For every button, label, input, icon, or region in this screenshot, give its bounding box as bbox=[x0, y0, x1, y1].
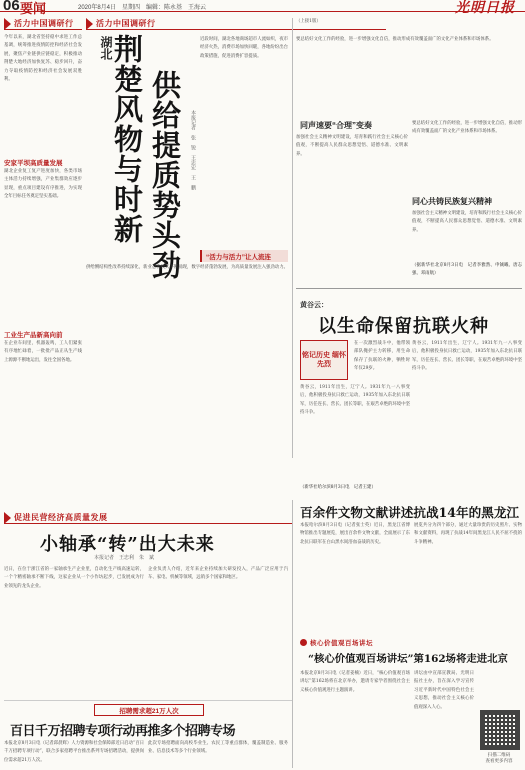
continued-label: （上接1版） bbox=[296, 19, 321, 24]
top-right-subhead-1: 同声速要“合理”变奏 bbox=[300, 121, 372, 130]
banner-label: 活力中国调研行 bbox=[14, 19, 74, 28]
archives-para1: 本报哈尔滨8月3日电（记者张士英）近日，黑龙江省博物馆推出专题展览，展出百余件文物文献，全面展示了东北抗日联军在白山黑水间浴血奋战的历史。 bbox=[300, 523, 410, 545]
banner-vitality-china bbox=[4, 18, 82, 30]
top-right-para4: 加强社会主义精神文明建设，培育和践行社会主义核心价值观，不断提高人民群众思想觉悟、道德水准、文明素养。 bbox=[412, 211, 522, 233]
jobs-label: 招聘需求超21万人次 bbox=[119, 707, 179, 715]
memorial-badge-text: 铭记历史 缅怀先烈 bbox=[302, 352, 346, 368]
top-left-column bbox=[4, 18, 82, 30]
banner-triangle-icon bbox=[4, 512, 11, 524]
private-economy-banner bbox=[4, 512, 292, 524]
core-values-banner bbox=[300, 636, 420, 648]
jobs-divider bbox=[4, 700, 292, 701]
circle-bullet-icon bbox=[300, 639, 307, 646]
column-divider bbox=[292, 18, 293, 458]
feature-para1: 近段时间，湖北各地商场超市人流如织，夜市经济火热，消费市场加快回暖，各地纷纷出台政策措施，促进消费扩容提质。 bbox=[200, 37, 288, 59]
feature-sub-banner-label: “活力与活力”让人流连 bbox=[206, 254, 271, 261]
core-values-para1: 本报北京8月3日电（记者姜楠）近日，“核心价值观百场讲坛”第162场将在北京举办，邀请专家学者围绕社会主义核心价值观进行主题演讲。 bbox=[300, 671, 410, 693]
page-header bbox=[0, 0, 525, 17]
jobs-label-box bbox=[94, 704, 204, 716]
top-right-subhead-2: 同心共铸民族复兴精神 bbox=[412, 197, 492, 206]
qr-code-icon[interactable] bbox=[480, 710, 520, 750]
feature-sub-banner bbox=[200, 250, 288, 262]
top-right-closing: （据新华社北京8月3日电 记者李雅然、申铖曦、唐志强、邓雨航） bbox=[412, 263, 522, 277]
top-left-subhead-1: 安家平坝高质量发展 bbox=[4, 160, 63, 167]
archives-title: 百余件文物文献讲述抗战14年的黑龙江 bbox=[300, 505, 520, 520]
top-left-subhead-2: 工业生产品新高向前 bbox=[4, 332, 63, 339]
region-label: 湖北 bbox=[99, 36, 113, 60]
top-right-para2: 加强社会主义精神文明建设，培育和践行社会主义核心价值观，不断提高人民群众思想觉悟、道德水准、文明素养。 bbox=[296, 135, 408, 157]
column-divider-bottom bbox=[292, 500, 293, 768]
section-name: 要闻 bbox=[20, 2, 47, 17]
header-info: 2020年8月4日 星期四 编辑：陈永基 王海云 bbox=[78, 5, 207, 11]
memorial-label: 黄谷云： bbox=[300, 302, 328, 309]
feature-title-line1: 荆楚风物与时新 bbox=[110, 34, 144, 244]
private-economy-title: 小轴承“转”出大未来 bbox=[40, 534, 215, 555]
qr-caption: 扫描二维码 查看更多内容 bbox=[485, 752, 513, 763]
private-economy-para2: 企业负责人介绍，近年来企业持续加大研发投入，产品广泛应用于汽车、家电、机械等领域，远销多个国家和地区。 bbox=[148, 567, 288, 581]
memorial-source: （新华社哈尔滨8月3日电 记者王建） bbox=[300, 485, 376, 490]
private-economy-byline: 本报记者 王忠利 朱 斌 bbox=[94, 555, 155, 561]
main-banner-label: 活力中国调研行 bbox=[96, 19, 156, 28]
top-right-para1: 要总结好文化工作的经验，进一步增强文化自信，推动形成有效覆盖面广的文化产业体系和市场体系。 bbox=[296, 37, 494, 42]
top-right-para3: 要总结好文化工作的经验，进一步增强文化自信，推动形成有效覆盖面广的文化产业体系和市场体系。 bbox=[412, 121, 522, 135]
feature-title-line2: 供给提质势头劲 bbox=[148, 70, 182, 280]
top-left-para1: 今年以来，湖北省坚持稳中求进工作总基调，统筹推进疫情防控和经济社会发展，聚焦产业链供应链稳定，积极推动荆楚大地经济加快复苏、稳步回升，奋力夺取疫情防控和经济社会发展双胜利。 bbox=[4, 35, 82, 83]
feature-para2: 供给侧结构性改革持续深化，新业态新模式不断涌现，数字经济蓬勃发展，为高质量发展注入强劲动力。 bbox=[86, 265, 288, 270]
page-number: 06 bbox=[3, 0, 20, 14]
memorial-title: 以生命保留抗联火种 bbox=[318, 316, 489, 337]
memorial-para2: 黄谷云，1911年出生，辽宁人。1931年九一八事变后，他积极投身抗日救亡运动，1935年加入东北抗日联军，历任连长、营长、团长等职，在艰苦卓绝的环境中坚持斗争。 bbox=[412, 341, 522, 372]
memorial-badge bbox=[300, 340, 348, 380]
memorial-para1-side: 在一次激烈战斗中，他带领部队掩护主力转移，用生命保存了抗联的火种，牺牲时年仅29岁。 bbox=[354, 341, 410, 372]
banner-triangle-icon bbox=[4, 18, 11, 30]
feature-byline: 本报记者 张 锐 王忠宏 王 鹏 bbox=[190, 110, 196, 190]
banner-triangle-icon bbox=[86, 18, 93, 30]
jobs-para1: 本报北京8月3日电（记者邱晨辉）人力资源和社会保障部近日启动“百日千万招聘专项行动”，联合多家招聘平台推出系列专场招聘活动，提供岗位需求超21万人次。 bbox=[4, 741, 144, 763]
section-divider bbox=[296, 288, 522, 289]
core-values-banner-label: 核心价值观百场讲坛 bbox=[310, 639, 373, 647]
archives-para2: 展览共分为四个部分，通过大量珍贵的历史照片、实物和文献资料，再现了抗战14年间黑龙江人民不屈不挠的斗争精神。 bbox=[414, 523, 522, 545]
core-values-title: “核心价值观百场讲坛”第162场将走进北京 bbox=[308, 653, 508, 665]
private-economy-para1: 近日，在位于浙江省的一家轴承生产企业里，自动化生产线高速运转，一个个精密轴承不断下线，这家企业从一个小作坊起步，已发展成为行业领先的龙头企业。 bbox=[4, 567, 144, 589]
private-economy-banner-label: 促进民营经济高质量发展 bbox=[14, 513, 108, 522]
top-left-para3: 在企业车间里，机器轰鸣，工人们紧张有序地忙碌着，一批批产品正从生产线上源源不断地运出，发往全国各地。 bbox=[4, 341, 82, 363]
core-values-para2: 讲坛由中宣部宣教局、光明日报社主办，旨在深入学习宣传习近平新时代中国特色社会主义思想，推动社会主义核心价值观深入人心。 bbox=[414, 671, 474, 710]
top-left-para2: 湖北企业复工复产进度加快，各类市场主体活力持续增强，产业集群效应逐步显现，重点项目建设有序推进，为实现全年目标任务奠定坚实基础。 bbox=[4, 169, 82, 200]
jobs-para2: 此次专场招聘面向高校毕业生、农民工等重点群体，覆盖制造业、服务业、信息技术等多个行业领域。 bbox=[148, 741, 288, 755]
newspaper-logo: 光明日报 bbox=[455, 0, 515, 16]
memorial-para1: 黄谷云，1911年出生，辽宁人。1931年九一八事变后，他积极投身抗日救亡运动，1935年加入东北抗日联军，历任连长、营长、团长等职，在艰苦卓绝的环境中坚持斗争。 bbox=[300, 385, 410, 416]
jobs-title: 百日千万招聘专项行动再推多个招聘专场 bbox=[10, 724, 236, 739]
